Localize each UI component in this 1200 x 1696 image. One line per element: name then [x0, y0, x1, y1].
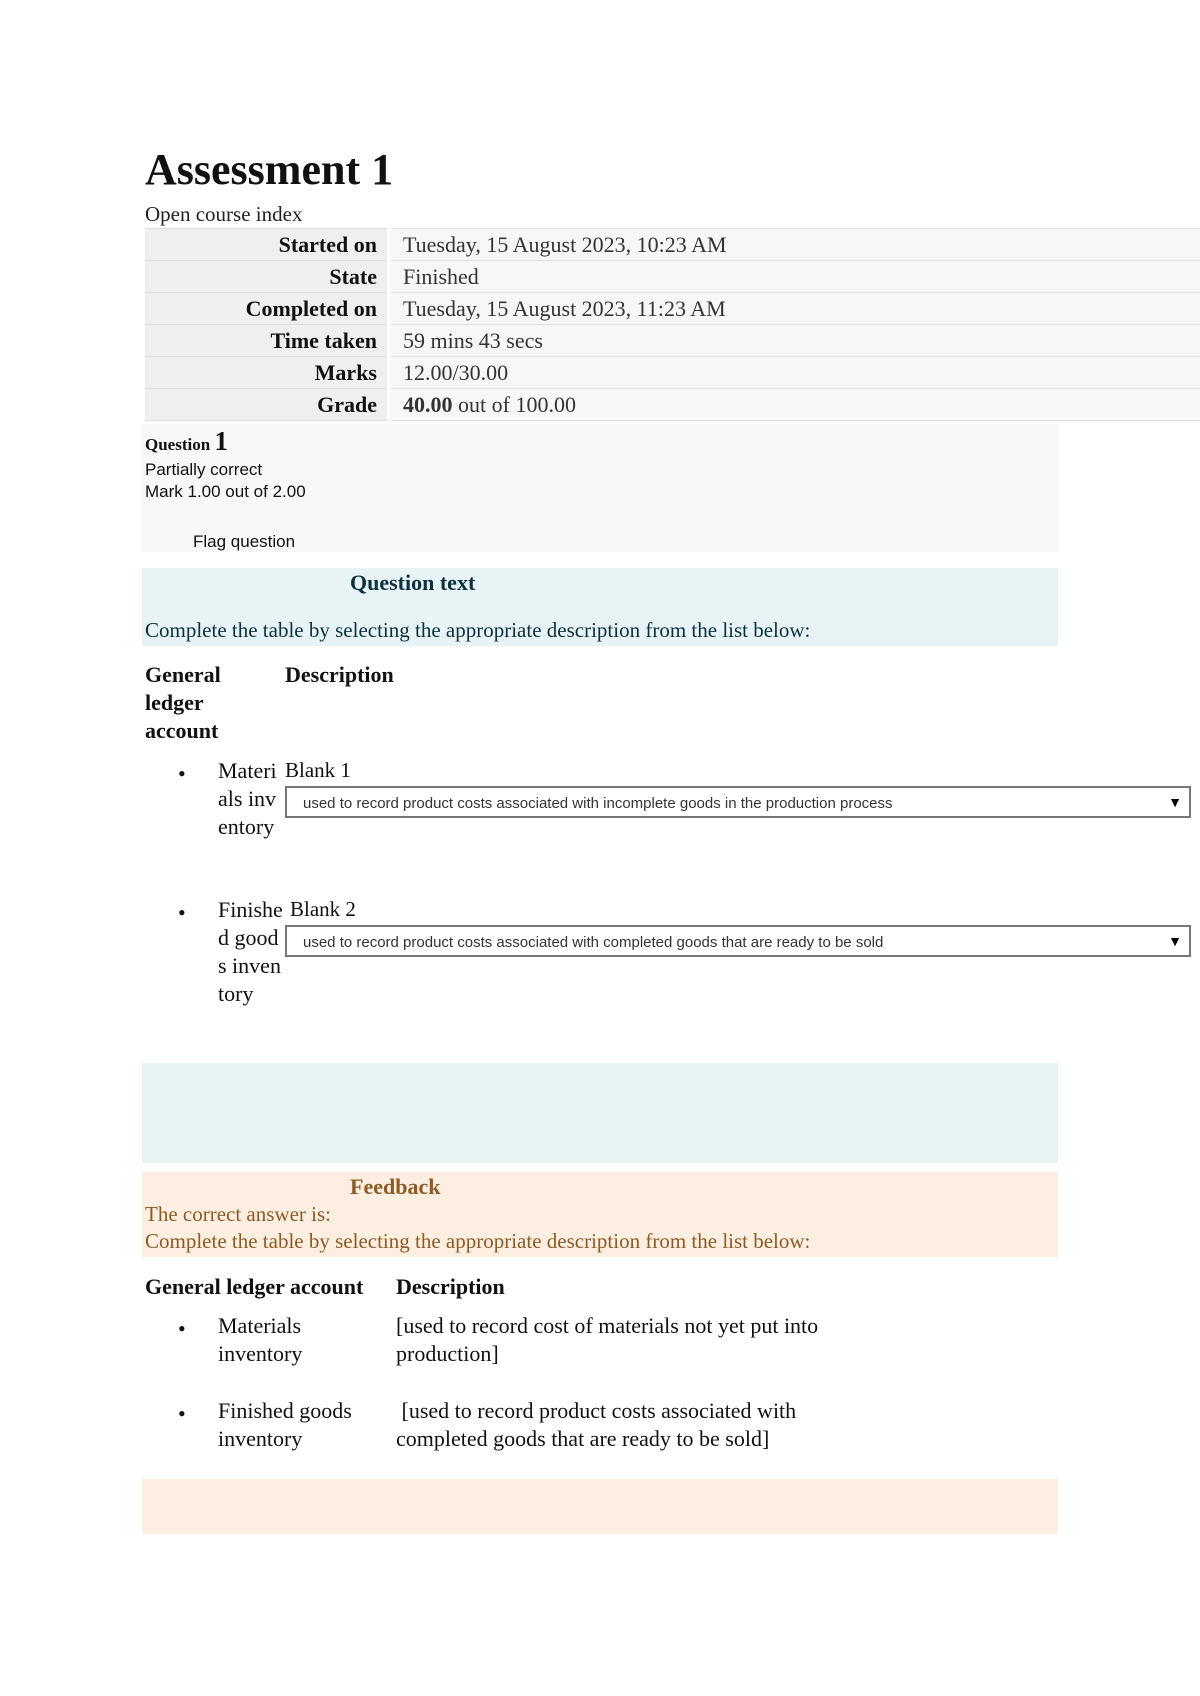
feedback-column-header-description: Description [396, 1274, 505, 1299]
bullet: • [178, 761, 186, 786]
feedback-account-name: Materials inventory [218, 1313, 303, 1366]
bullet: • [178, 1316, 186, 1341]
column-header-account: General ledger account [145, 662, 221, 743]
answer-dropdown-1[interactable] [285, 786, 1191, 818]
summary-label: Grade [145, 389, 389, 421]
correct-answer-intro: The correct answer is: [145, 1202, 331, 1226]
summary-row-time-taken [145, 325, 1200, 357]
open-course-index-link[interactable]: Open course index [145, 202, 303, 226]
feedback-description: [used to record product costs associated with completed goods that are ready to be sold] [396, 1398, 802, 1451]
summary-label: Time taken [145, 325, 389, 357]
feedback-column-header-account: General ledger account [145, 1274, 364, 1299]
summary-row-marks [145, 357, 1200, 389]
blank-label: Blank 2 [290, 897, 356, 921]
question-info-panel [142, 424, 1058, 552]
question-panel-footer [142, 1063, 1058, 1163]
flag-question-link[interactable]: Flag question [193, 532, 296, 551]
summary-value: Tuesday, 15 August 2023, 10:23 AM [389, 229, 1200, 261]
answer-dropdown-2[interactable] [285, 925, 1191, 957]
summary-row-state [145, 261, 1200, 293]
summary-value [389, 389, 1200, 421]
summary-row-started [145, 229, 1200, 261]
attempt-summary-table [145, 228, 1200, 421]
question-label: Question 1 [145, 426, 228, 456]
question-state: Partially correct [145, 460, 263, 479]
question-number: 1 [214, 426, 228, 456]
feedback-panel-footer [142, 1479, 1058, 1534]
bullet: • [178, 1401, 186, 1426]
column-header-description: Description [285, 662, 394, 687]
grade-out-of: out of 100.00 [458, 391, 576, 417]
summary-label: Completed on [145, 293, 389, 325]
account-name: Finished goods inventory [218, 897, 283, 1006]
question-text: Complete the table by selecting the appropriate description from the list below: [145, 618, 811, 642]
chevron-down-icon: ▼ [1168, 933, 1182, 949]
summary-value: Tuesday, 15 August 2023, 11:23 AM [389, 293, 1200, 325]
question-text-panel [142, 568, 1058, 646]
dropdown-selected-value: used to record product costs associated with completed goods that are ready to be sold [303, 934, 884, 951]
chevron-down-icon: ▼ [1168, 794, 1182, 810]
summary-label: Marks [145, 357, 389, 389]
blank-label: Blank 1 [285, 758, 351, 782]
grade-score: 40.00 [403, 391, 453, 417]
feedback-description: [used to record cost of materials not yet put into production] [396, 1313, 819, 1366]
account-name: Materials inventory [218, 758, 277, 839]
question-text-heading: Question text [350, 570, 476, 595]
bullet: • [178, 900, 186, 925]
summary-label: State [145, 261, 389, 293]
feedback-account-name: Finished goods inventory [218, 1398, 352, 1451]
summary-value: 12.00/30.00 [389, 357, 1200, 389]
summary-value: 59 mins 43 secs [389, 325, 1200, 357]
page-title: Assessment 1 [145, 145, 394, 194]
summary-row-completed [145, 293, 1200, 325]
feedback-text: Complete the table by selecting the appropriate description from the list below: [145, 1229, 811, 1253]
summary-value: Finished [389, 261, 1200, 293]
summary-row-grade [145, 389, 1200, 421]
question-mark: Mark 1.00 out of 2.00 [145, 482, 306, 501]
summary-label: Started on [145, 229, 389, 261]
dropdown-selected-value: used to record product costs associated with incomplete goods in the production process [303, 795, 893, 812]
feedback-panel [142, 1172, 1058, 1257]
feedback-heading: Feedback [350, 1174, 441, 1199]
